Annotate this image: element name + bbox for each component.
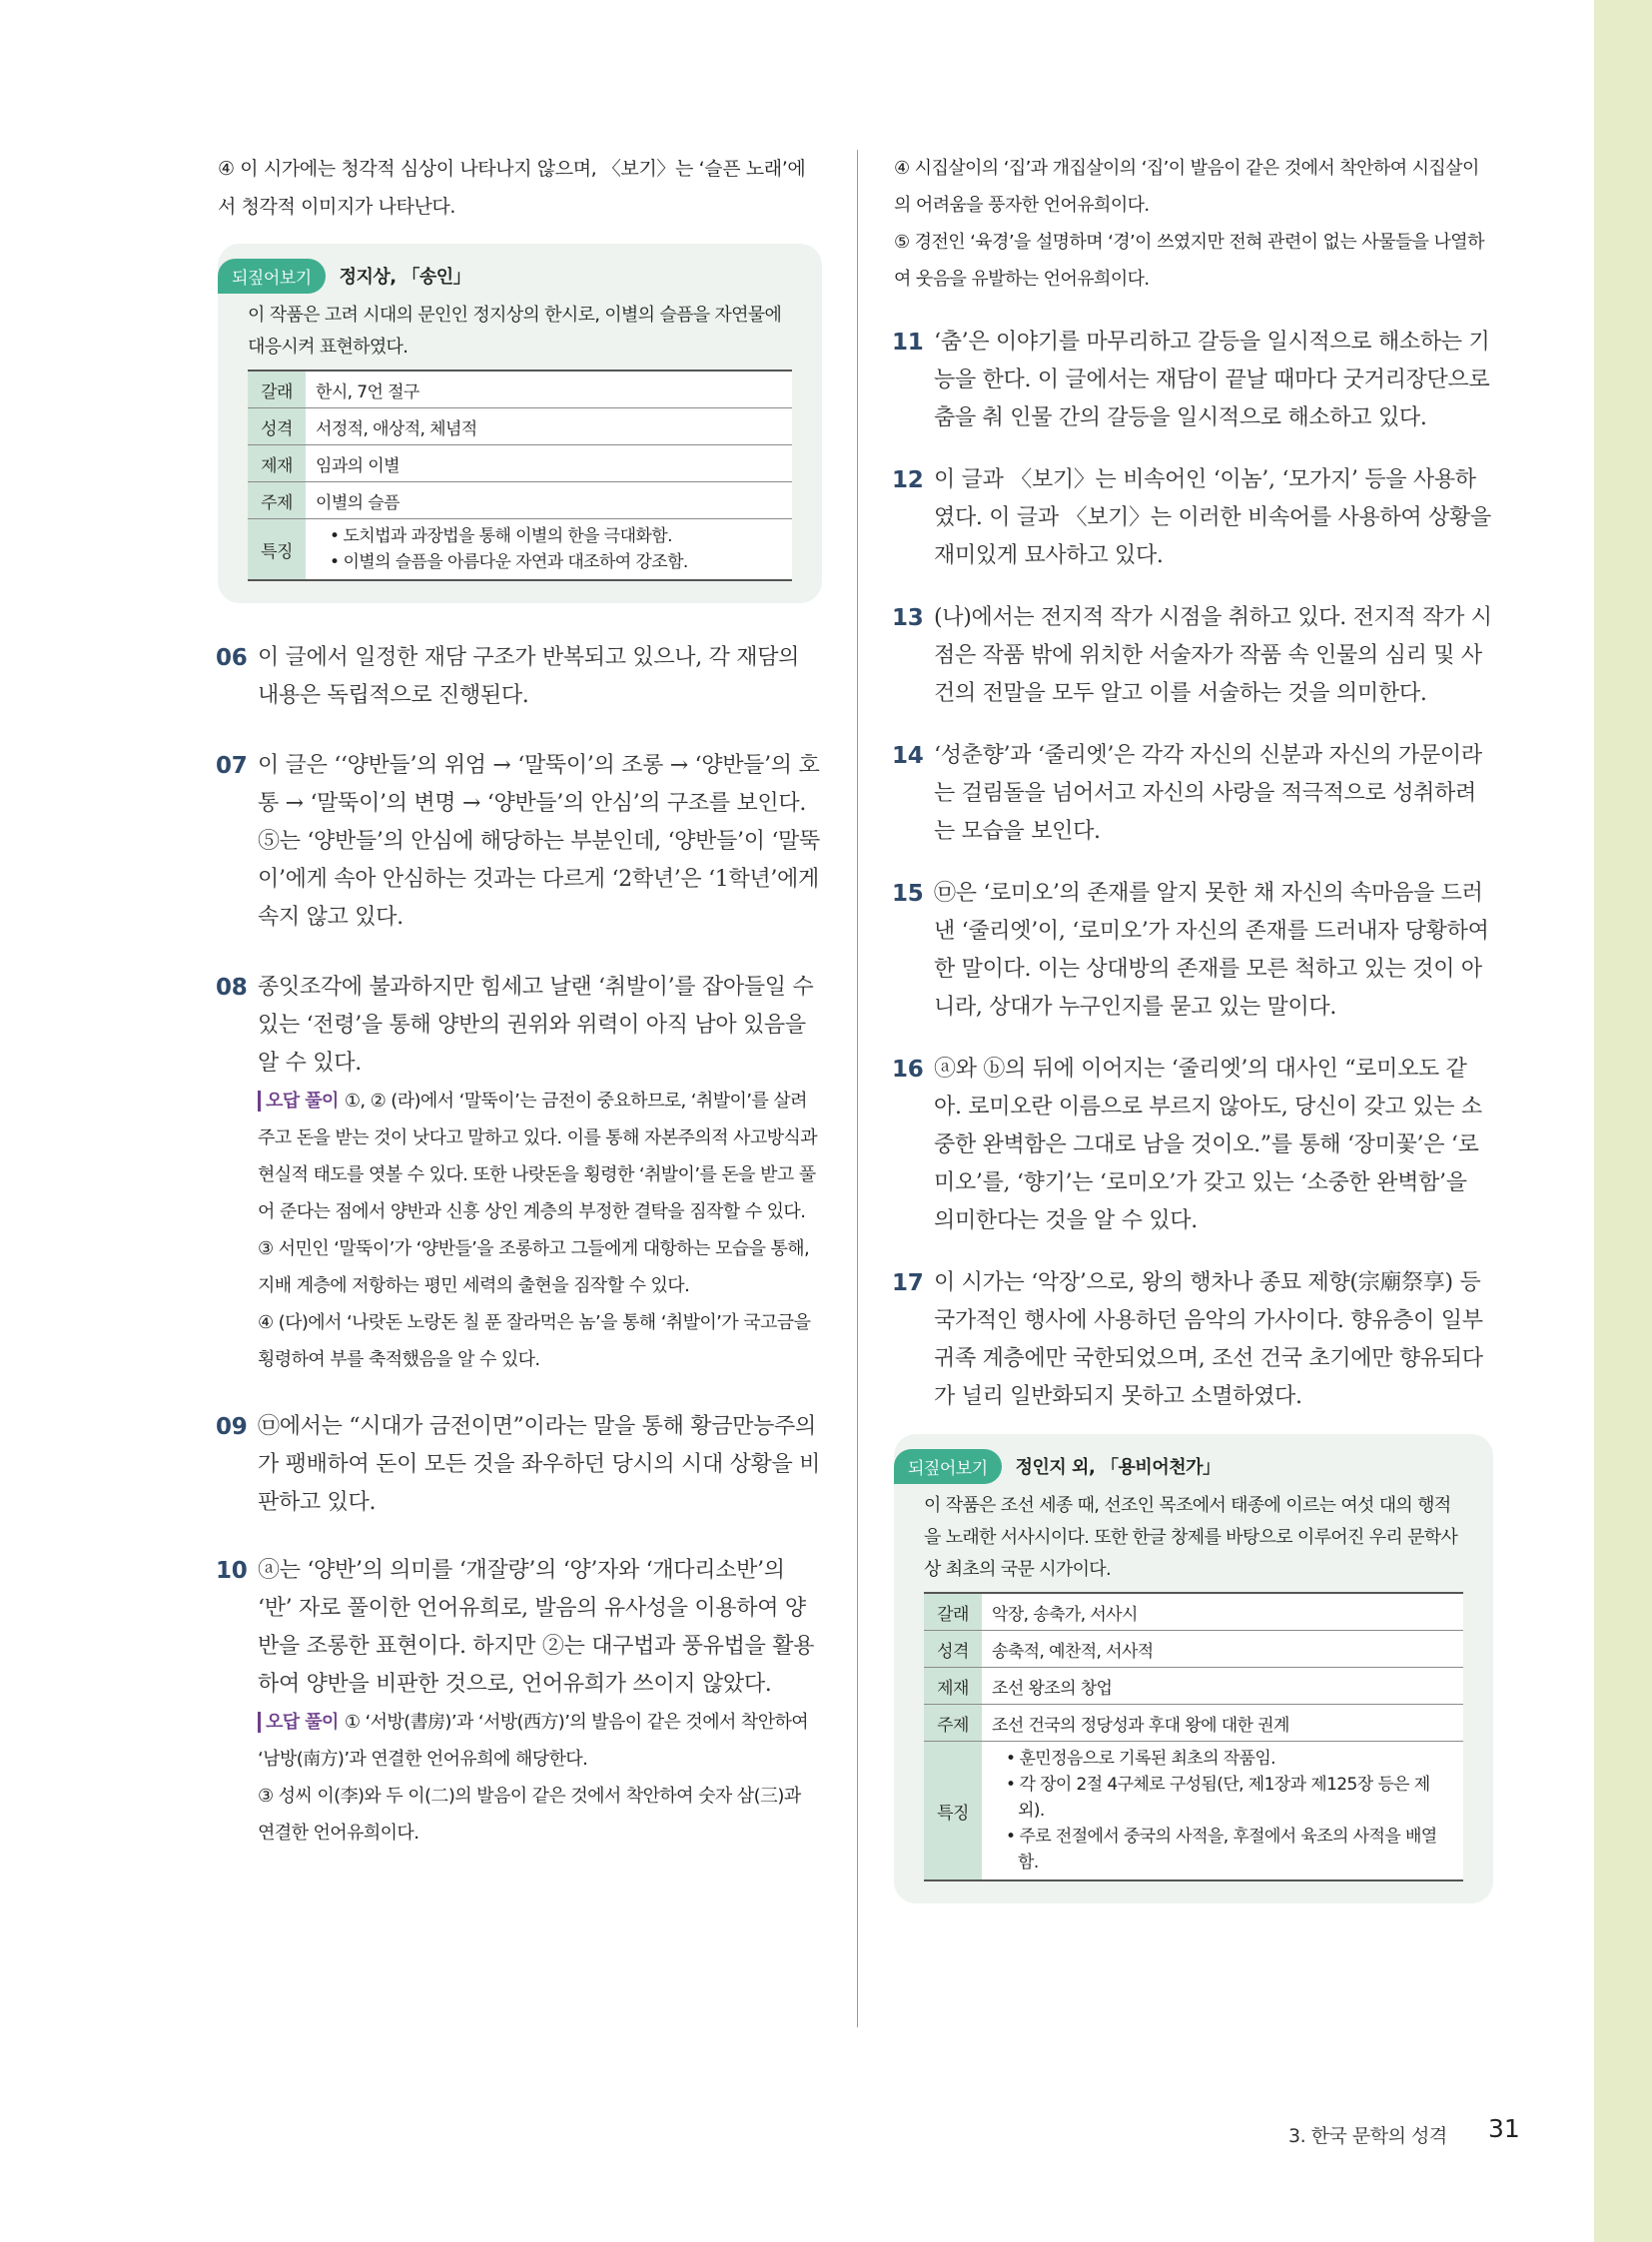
answer-item-08 [218,969,822,1378]
row-value: 임과의 이별 [306,445,792,482]
odap-label: 오답 풀이 [258,1091,339,1112]
row-value: 조선 건국의 정당성과 후대 왕에 대한 권계 [982,1705,1463,1742]
item-number: 14 [892,743,924,769]
row-key: 갈래 [248,371,306,408]
info-table [924,1592,1463,1881]
row-value [306,519,792,581]
right-top-paragraph: ⑤ 경전인 ‘육경’을 설명하며 ‘경’이 쓰였지만 전혀 관련이 없는 사물들을 나열하여 웃음을 유발하는 언어유희이다. [894,232,1484,290]
row-value [982,1742,1463,1881]
odap-text: ①, ② (라)에서 ‘말뚝이’는 금전이 중요하므로, ‘취발이’를 살려 주고 돈을 받는 것이 낫다고 말하고 있다. 이를 통해 자본주의적 사고방식과 현실적 태도를 엿볼 수 있다. 또한 나랏돈을 횡령한 ‘취발이’를 돈을 받고 풀어 준다는 점에서 양반과 신흥 상인 계층의 부정한 결탁을 짐작할 수 있다. [258,1091,817,1222]
answer-item-15 [894,875,1493,1027]
item-text: ‘춤’은 이야기를 마무리하고 갈등을 일시적으로 해소하는 기능을 한다. 이 글에서는 재담이 끝날 때마다 굿거리장단으로 춤을 춰 인물 간의 갈등을 일시적으로 해소하고 있다. [934,330,1490,430]
item-text: ⓐ는 ‘양반’의 의미를 ‘개잘량’의 ‘양’자와 ‘개다리소반’의 ‘반’ 자로 풀이한 언어유희로, 발음의 유사성을 이용하여 양반을 조롱한 표현이다. 하지만 ②는 대구법과 풍유법을 활용하여 양반을 비판한 것으로, 언어유희가 쓰이지 않았다. [258,1558,815,1697]
odap-line [258,1704,822,1778]
review-tag: 되짚어보기 [218,259,326,294]
box-title: 정인지 외, 「용비어천가」 [1015,1457,1221,1478]
item-number: 13 [892,605,924,631]
item-number: 16 [892,1057,924,1083]
review-box-yongbi [894,1434,1493,1903]
answer-item-11 [894,324,1493,437]
table-row [924,1668,1463,1705]
answer-item-17 [894,1264,1493,1416]
item-text: 이 글에서 일정한 재담 구조가 반복되고 있으나, 각 재담의 내용은 독립적으로 진행된다. [258,645,800,708]
wrong-answer-explanation [258,1704,822,1852]
answer-item-09 [218,1408,822,1522]
info-table [248,370,792,581]
left-top-paragraph: ④ 이 시가에는 청각적 심상이 나타나지 않으며, 〈보기〉는 ‘슬픈 노래’에서 청각적 이미지가 나타난다. [218,158,806,218]
column-divider [857,150,858,2027]
answer-item-06 [218,639,822,715]
box-description: 이 작품은 조선 세종 때, 선조인 목조에서 태종에 이르는 여섯 대의 행적을 노래한 서사시이다. 또한 한글 창제를 바탕으로 이루어진 우리 문학사상 최초의 국문 시가이다. [924,1495,1458,1580]
row-key: 특징 [924,1742,982,1881]
row-key: 주제 [248,482,306,519]
item-number: 08 [216,975,248,1001]
item-number: 17 [892,1270,924,1296]
item-text: 이 글은 ‘‘양반들’의 위엄 → ‘말뚝이’의 조롱 → ‘양반들’의 호통 → ‘말뚝이’의 변명 → ‘양반들’의 안심’의 구조를 보인다. ⑤는 ‘양반들’의 안심에 해당하는 부분인데, ‘양반들’이 ‘말뚝이’에게 속아 안심하는 것과는 다르게 ‘2학년’은 ‘1학년’에게 속지 않고 있다. [258,753,820,930]
item-text: 종잇조각에 불과하지만 힘세고 날랜 ‘취발이’를 잡아들일 수 있는 ‘전령’을 통해 양반의 권위와 위력이 아직 남아 있음을 알 수 있다. [258,975,814,1076]
item-text: ㉤은 ‘로미오’의 존재를 알지 못한 채 자신의 속마음을 드러낸 ‘줄리엣’이, ‘로미오’가 자신의 존재를 드러내자 당황하여 한 말이다. 이는 상대방의 존재를 모른 척하고 있는 것이 아니라, 상대가 누구인지를 묻고 있는 말이다. [934,881,1489,1020]
box-header [218,252,792,300]
row-value: 한시, 7언 절구 [306,371,792,408]
answer-item-10 [218,1552,822,1852]
review-tag: 되짚어보기 [894,1449,1002,1484]
item-number: 07 [216,753,248,779]
odap-line: ④ (다)에서 ‘나랏돈 노랑돈 칠 푼 잘라먹은 놈’을 통해 ‘취발이’가 국고금을 횡령하여 부를 축적했음을 알 수 있다. [258,1312,811,1370]
row-key: 갈래 [924,1593,982,1631]
item-number: 10 [216,1558,248,1584]
table-row [248,519,792,581]
answer-item-13 [894,599,1493,713]
row-key: 주제 [924,1705,982,1742]
odap-line [258,1083,822,1230]
answer-item-12 [894,461,1493,575]
item-text: 이 시가는 ‘악장’으로, 왕의 행차나 종묘 제향(宗廟祭享) 등 국가적인 행사에 사용하던 음악의 가사이다. 향유층이 일부 귀족 계층에만 국한되었으며, 조선 건국 초기에만 향유되다가 널리 일반화되지 못하고 소멸하였다. [934,1270,1483,1409]
right-column [894,150,1493,1903]
list-item: • 이별의 슬픔을 아름다운 자연과 대조하여 강조함. [330,549,782,575]
answer-item-07 [218,747,822,937]
item-number: 15 [892,881,924,907]
box-header [894,1442,1463,1490]
odap-line: ③ 성씨 이(李)와 두 이(二)의 발음이 같은 것에서 착안하여 숫자 삼(三)과 연결한 언어유희이다. [258,1786,801,1844]
item-number: 12 [892,467,924,493]
table-row [248,445,792,482]
list-item: • 도치법과 과장법을 통해 이별의 한을 극대화함. [330,523,782,549]
review-box-songin [218,244,822,603]
feature-list [316,523,782,575]
feature-list [992,1746,1453,1875]
odap-line: ③ 서민인 ‘말뚝이’가 ‘양반들’을 조롱하고 그들에게 대항하는 모습을 통해, 지배 계층에 저항하는 평민 세력의 출현을 짐작할 수 있다. [258,1238,810,1296]
page-number: 31 [1488,2114,1520,2143]
row-value: 이별의 슬픔 [306,482,792,519]
box-title: 정지상, 「송인」 [339,267,471,288]
row-key: 성격 [924,1631,982,1668]
item-text: (나)에서는 전지적 작가 시점을 취하고 있다. 전지적 작가 시점은 작품 밖에 위치한 서술자가 작품 속 인물의 심리 및 사건의 전말을 모두 알고 이를 서술하는 것을 의미한다. [934,605,1492,706]
row-value: 송축적, 예찬적, 서사적 [982,1631,1463,1668]
item-text: ㉤에서는 “시대가 금전이면”이라는 말을 통해 황금만능주의가 팽배하여 돈이 모든 것을 좌우하던 당시의 시대 상황을 비판하고 있다. [258,1414,821,1515]
list-item: • 주로 전절에서 중국의 사적을, 후절에서 육조의 사적을 배열함. [1006,1824,1453,1875]
side-band [1594,0,1652,2242]
footer-section-title: 3. 한국 문학의 성격 [1288,2125,1447,2147]
table-row [924,1631,1463,1668]
item-number: 09 [216,1414,248,1440]
list-item: • 훈민정음으로 기록된 최초의 작품임. [1006,1746,1453,1772]
row-key: 제재 [248,445,306,482]
item-text: ‘성춘향’과 ‘줄리엣’은 각각 자신의 신분과 자신의 가문이라는 걸림돌을 넘어서고 자신의 사랑을 적극적으로 성취하려는 모습을 보인다. [934,743,1482,844]
odap-label: 오답 풀이 [258,1712,339,1733]
row-key: 특징 [248,519,306,581]
row-value: 악장, 송축가, 서사시 [982,1593,1463,1631]
row-key: 제재 [924,1668,982,1705]
row-key: 성격 [248,408,306,445]
table-row [248,371,792,408]
table-row [924,1705,1463,1742]
table-row [248,408,792,445]
row-value: 조선 왕조의 창업 [982,1668,1463,1705]
box-description: 이 작품은 고려 시대의 문인인 정지상의 한시로, 이별의 슬픔을 자연물에 대응시켜 표현하였다. [248,305,782,358]
item-text: 이 글과 〈보기〉는 비속어인 ‘이놈’, ‘모가지’ 등을 사용하였다. 이 글과 〈보기〉는 이러한 비속어를 사용하여 상황을 재미있게 묘사하고 있다. [934,467,1491,568]
answer-item-16 [894,1051,1493,1240]
table-row [924,1593,1463,1631]
table-row [924,1742,1463,1881]
odap-text: ① ‘서방(書房)’과 ‘서방(西方)’의 발음이 같은 것에서 착안하여 ‘남방(南方)’과 연결한 언어유희에 해당한다. [258,1712,809,1770]
left-column [218,150,822,1852]
answer-item-14 [894,737,1493,851]
wrong-answer-explanation [258,1083,822,1378]
right-top-paragraph: ④ 시집살이의 ‘집’과 개집살이의 ‘집’이 발음이 같은 것에서 착안하여 시집살이의 어려움을 풍자한 언어유희이다. [894,158,1479,216]
table-row [248,482,792,519]
row-value: 서정적, 애상적, 체념적 [306,408,792,445]
item-number: 06 [216,645,248,671]
item-number: 11 [892,330,924,356]
list-item: • 각 장이 2절 4구체로 구성됨(단, 제1장과 제125장 등은 제외). [1006,1772,1453,1824]
item-text: ⓐ와 ⓑ의 뒤에 이어지는 ‘줄리엣’의 대사인 “로미오도 같아. 로미오란 이름으로 부르지 않아도, 당신이 갖고 있는 소중한 완벽함은 그대로 남을 것이오.”를 통해 ‘장미꽃’은 ‘로미오’를, ‘향기’는 ‘로미오’가 갖고 있는 ‘소중한 완벽함’을 의미한다는 것을 알 수 있다. [934,1057,1482,1233]
